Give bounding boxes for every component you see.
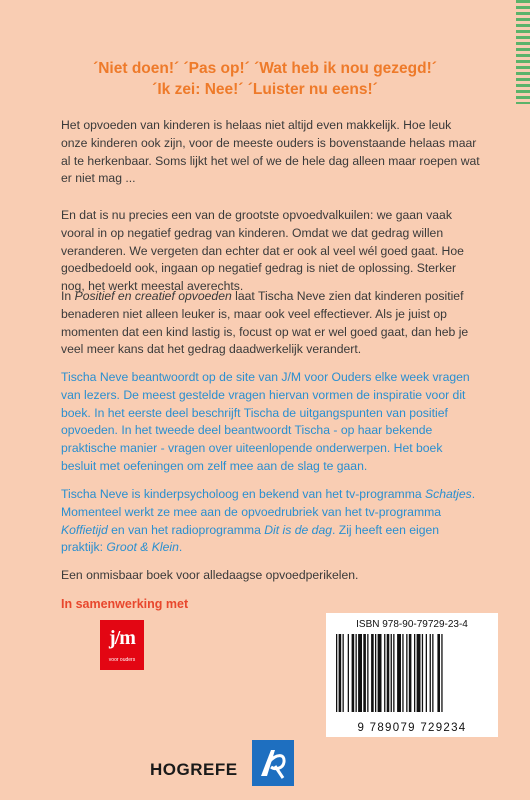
publisher-logo xyxy=(252,740,294,786)
barcode-digits: 9 789079 729234 xyxy=(357,722,467,734)
collaboration-label: In samenwerking met xyxy=(61,597,189,611)
bio-program-schatjes: Schatjes xyxy=(425,487,472,501)
bio-program-dit-is-de-dag: Dit is de dag xyxy=(264,522,332,537)
p3-prefix: In xyxy=(61,289,75,303)
bio-text-c: . Momenteel werkt ze mee aan de opvoedrubriek van het tv-programma xyxy=(61,487,476,519)
author-bio-paragraph xyxy=(61,486,481,557)
barcode xyxy=(326,613,498,737)
headline-line-2: ´Ik zei: Nee!´ ´Luister nu eens!´ xyxy=(152,81,378,98)
book-summary-paragraph xyxy=(61,288,481,359)
bio-text-i: . xyxy=(178,540,183,555)
jm-logo-sub: voor ouders xyxy=(108,657,136,663)
jm-logo xyxy=(100,620,144,670)
publisher-logo-glyph xyxy=(252,740,294,786)
decorative-stripes xyxy=(516,0,530,104)
p3-rest: laat Tischa Neve zien dat kinderen positief benaderen niet alleen leuker is, maar ook veel effectiever. Als je juist op momenten dat een kind lastig is, focust op wat er wel goed gaat, dan heb je veel meer kans dat het gedrag daadwerkelijk verandert. xyxy=(61,289,469,357)
bio-program-koffietijd: Koffietijd xyxy=(61,522,108,537)
intro-paragraph: Het opvoeden van kinderen is helaas niet altijd even makkelijk. Hoe leuk onze kinderen ook zijn, voor de meeste ouders is bovenstaande helaas maar al te herkenbaar. Soms lijkt het wel of we de hele dag alleen maar roepen wat er niet mag ... xyxy=(61,118,480,186)
bio-text-e: en van het radioprogramma xyxy=(107,522,265,537)
closing-paragraph: Een onmisbaar boek voor alledaagse opvoedperikelen. xyxy=(61,568,359,582)
bio-text-a: Tischa Neve is kinderpsycholoog en bekend van het tv-programma xyxy=(61,487,426,501)
publisher-name: HOGREFE xyxy=(150,760,238,779)
bio-text-g: . Zij heeft een eigen praktijk: xyxy=(61,522,440,555)
author-site-paragraph: Tischa Neve beantwoordt op de site van J/M voor Ouders elke week vragen van lezers. De meest gestelde vragen hiervan vormen de inspiratie voor dit boek. In het eerste deel beschrijft Tischa de uitgangspunten van positief opvoeden. In het tweede deel beantwoordt Tischa - op haar bekende praktische manier - vragen over uiteenlopende onderwerpen. Het boek besluit met oefeningen om zelf mee aan de slag te gaan. xyxy=(61,370,470,473)
pitfall-paragraph: En dat is nu precies een van de grootste opvoedvalkuilen: we gaan vaak vooral in op negatief gedrag van kinderen. Omdat we dat gedrag willen veranderen. We vergeten dan echter dat er ook al veel wél goed gaat. Hoe goedbedoeld ook, ingaan op negatief gedrag is niet de oplossing. Sterker nog, het werkt meestal averechts. xyxy=(61,208,464,294)
isbn-label: ISBN 978-90-79729-23-4 xyxy=(356,619,468,630)
book-title: Positief en creatief opvoeden xyxy=(74,289,232,303)
headline xyxy=(40,58,490,100)
headline-line-1: ´Niet doen!´ ´Pas op!´ ´Wat heb ik nou gezegd!´ xyxy=(93,60,437,77)
barcode-bars xyxy=(336,634,488,712)
bio-practice-name: Groot & Klein xyxy=(106,540,179,555)
jm-logo-mark: j/m xyxy=(109,627,135,649)
